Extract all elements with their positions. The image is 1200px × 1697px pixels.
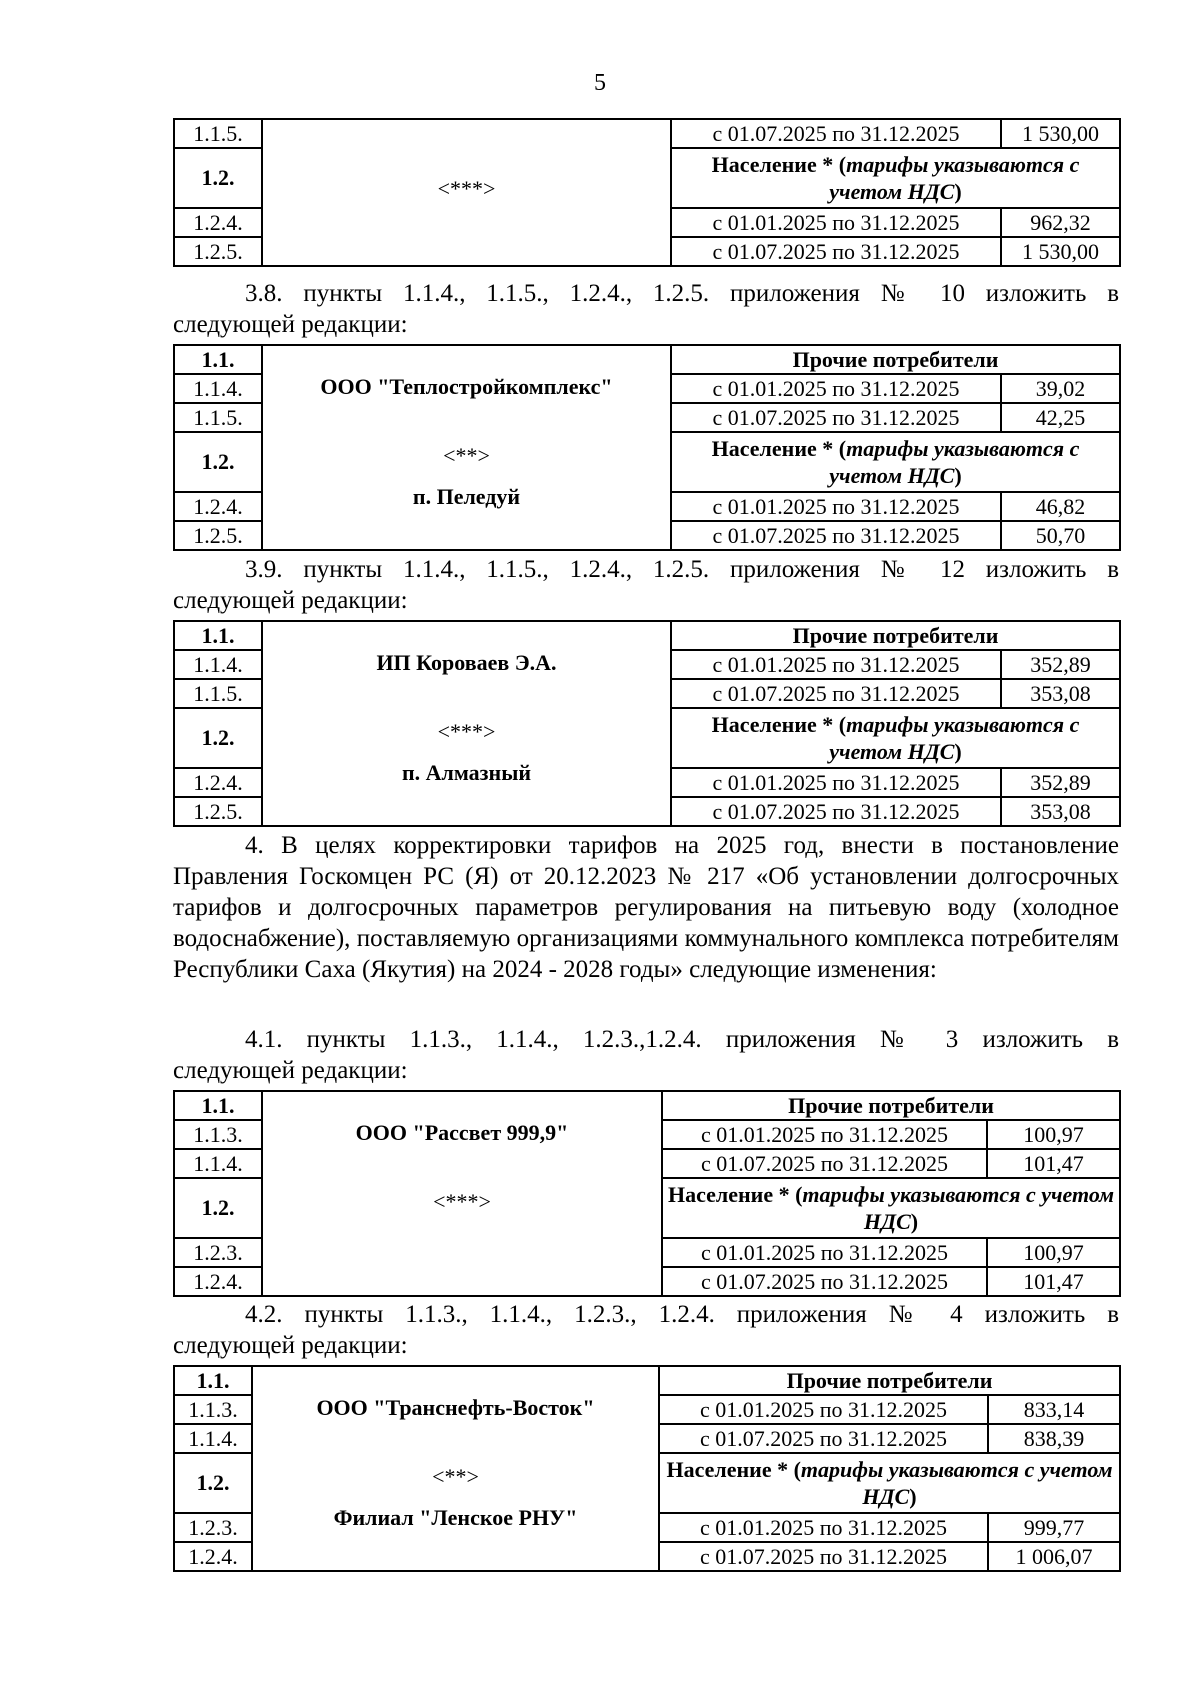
period-cell: с 01.07.2025 по 31.12.2025 [662,1149,987,1178]
population-header: Население * (тарифы указываются с учетом НДС) [662,1178,1120,1238]
tariff-value: 50,70 [1001,521,1120,550]
row-number: 1.1.4. [174,1424,252,1453]
period-cell: с 01.01.2025 по 31.12.2025 [671,768,1001,797]
row-number: 1.2.5. [174,797,262,826]
page-number: 5 [594,70,606,96]
row-number: 1.2. [174,1178,262,1238]
organization-cell [262,119,671,266]
period-cell: с 01.01.2025 по 31.12.2025 [662,1120,987,1149]
paragraph-continuation: следующей редакции: [173,587,408,614]
row-number: 1.2.3. [174,1238,262,1267]
period-cell: с 01.07.2025 по 31.12.2025 [671,521,1001,550]
period-cell: с 01.01.2025 по 31.12.2025 [662,1238,987,1267]
row-number: 1.1.3. [174,1120,262,1149]
row-number: 1.1.4. [174,374,262,403]
tariff-value: 999,77 [988,1513,1120,1542]
tariff-table-4-1 [173,1090,1119,1297]
row-number: 1.2.5. [174,237,262,266]
tariff-value: 838,39 [988,1424,1120,1453]
consumer-group-header: Прочие потребители [671,345,1120,374]
tariff-value: 1 006,07 [988,1542,1120,1571]
period-cell: с 01.07.2025 по 31.12.2025 [671,797,1001,826]
paragraph-3-8 [173,278,1119,340]
tariff-value: 352,89 [1001,768,1120,797]
row-number: 1.2.4. [174,768,262,797]
org-place: Филиал "Ленское РНУ" [333,1505,578,1530]
consumer-group-header: Прочие потребители [671,621,1120,650]
tariff-value: 100,97 [987,1120,1120,1149]
population-header: Население * (тарифы указываются с учетом НДС) [659,1453,1120,1513]
row-number: 1.2. [174,432,262,492]
row-number: 1.2. [174,708,262,768]
paragraph-continuation: следующей редакции: [173,1332,408,1359]
period-cell: с 01.07.2025 по 31.12.2025 [659,1424,988,1453]
org-name: ООО "Теплостройкомплекс" [320,374,613,399]
organization-cell [252,1366,659,1571]
paragraph-4-1 [173,1024,1119,1086]
tariff-value: 353,08 [1001,797,1120,826]
period-cell: с 01.07.2025 по 31.12.2025 [671,237,1001,266]
paragraph-text: 4.1. пункты 1.1.3., 1.1.4., 1.2.3.,1.2.4. приложения № 3 изложить в [245,1026,1119,1053]
period-cell: с 01.07.2025 по 31.12.2025 [662,1267,987,1296]
row-number: 1.2.5. [174,521,262,550]
organization-cell [262,621,671,826]
organization-cell [262,1091,662,1296]
row-number: 1.1.5. [174,403,262,432]
population-header: Население * (тарифы указываются с учетом НДС) [671,148,1120,208]
period-cell: с 01.01.2025 по 31.12.2025 [659,1395,988,1424]
row-number: 1.1. [174,1091,262,1120]
period-cell: с 01.07.2025 по 31.12.2025 [671,119,1001,148]
row-number: 1.1.4. [174,650,262,679]
tariff-table-continuation [173,118,1119,267]
population-header: Население * (тарифы указываются с учетом НДС) [671,708,1120,768]
paragraph-text: 3.8. пункты 1.1.4., 1.1.5., 1.2.4., 1.2.5. приложения № 10 изложить в [245,280,1119,307]
period-cell: с 01.07.2025 по 31.12.2025 [671,679,1001,708]
tariff-value: 1 530,00 [1001,237,1120,266]
period-cell: с 01.01.2025 по 31.12.2025 [671,492,1001,521]
org-mark: <***> [433,1189,491,1214]
paragraph-text: 4. В целях корректировки тарифов на 2025 год, внести в постановление Правления Госкомцен РС (Я) от 20.12.2023 № 217 «Об установлении долгосрочных тарифов и долгосрочных параметров регулирования на питьевую воду (холодное водоснабжение), поставляемую организациями коммунального комплекса потребителям Республики Саха (Якутия) на 2024 - 2028 годы» следующие изменения: [173,832,1119,983]
org-place: п. Алмазный [401,760,532,785]
row-number: 1.1. [174,621,262,650]
row-number: 1.1. [174,345,262,374]
paragraph-3-9 [173,554,1119,616]
tariff-value: 962,32 [1001,208,1120,237]
org-name: ИП Короваев Э.А. [376,650,557,675]
paragraph-continuation: следующей редакции: [173,1057,408,1084]
tariff-value: 42,25 [1001,403,1120,432]
org-mark: <**> [432,1464,479,1489]
tariff-value: 1 530,00 [1001,119,1120,148]
row-number: 1.2.4. [174,1542,252,1571]
tariff-value: 101,47 [987,1267,1120,1296]
row-number: 1.1.3. [174,1395,252,1424]
population-header: Население * (тарифы указываются с учетом НДС) [671,432,1120,492]
row-number: 1.2.3. [174,1513,252,1542]
tariff-value: 46,82 [1001,492,1120,521]
tariff-table-3-8 [173,344,1119,551]
tariff-value: 101,47 [987,1149,1120,1178]
tariff-value: 39,02 [1001,374,1120,403]
paragraph-continuation: следующей редакции: [173,311,408,338]
row-number: 1.1. [174,1366,252,1395]
row-number: 1.2. [174,148,262,208]
tariff-table-4-2 [173,1365,1119,1572]
period-cell: с 01.01.2025 по 31.12.2025 [671,650,1001,679]
row-number: 1.1.5. [174,119,262,148]
consumer-group-header: Прочие потребители [659,1366,1120,1395]
org-name: ООО "Транснефть-Восток" [316,1395,595,1420]
org-place: п. Пеледуй [412,484,521,509]
tariff-value: 353,08 [1001,679,1120,708]
row-number: 1.2.4. [174,208,262,237]
period-cell: с 01.07.2025 по 31.12.2025 [659,1542,988,1571]
paragraph-4 [173,830,1119,985]
paragraph-text: 4.2. пункты 1.1.3., 1.1.4., 1.2.3., 1.2.4. приложения № 4 изложить в [245,1301,1119,1328]
row-number: 1.2.4. [174,492,262,521]
paragraph-4-2 [173,1299,1119,1361]
period-cell: с 01.01.2025 по 31.12.2025 [659,1513,988,1542]
consumer-group-header: Прочие потребители [662,1091,1120,1120]
period-cell: с 01.01.2025 по 31.12.2025 [671,208,1001,237]
period-cell: с 01.01.2025 по 31.12.2025 [671,374,1001,403]
tariff-value: 352,89 [1001,650,1120,679]
organization-cell [262,345,671,550]
row-number: 1.2.4. [174,1267,262,1296]
row-number: 1.2. [174,1453,252,1513]
paragraph-text: 3.9. пункты 1.1.4., 1.1.5., 1.2.4., 1.2.5. приложения № 12 изложить в [245,556,1119,583]
org-name: ООО "Рассвет 999,9" [355,1120,569,1145]
row-number: 1.1.5. [174,679,262,708]
tariff-table-3-9 [173,620,1119,827]
org-mark: <***> [437,175,496,201]
org-mark: <**> [443,443,490,468]
row-number: 1.1.4. [174,1149,262,1178]
tariff-value: 100,97 [987,1238,1120,1267]
period-cell: с 01.07.2025 по 31.12.2025 [671,403,1001,432]
org-mark: <***> [437,719,496,744]
tariff-value: 833,14 [988,1395,1120,1424]
